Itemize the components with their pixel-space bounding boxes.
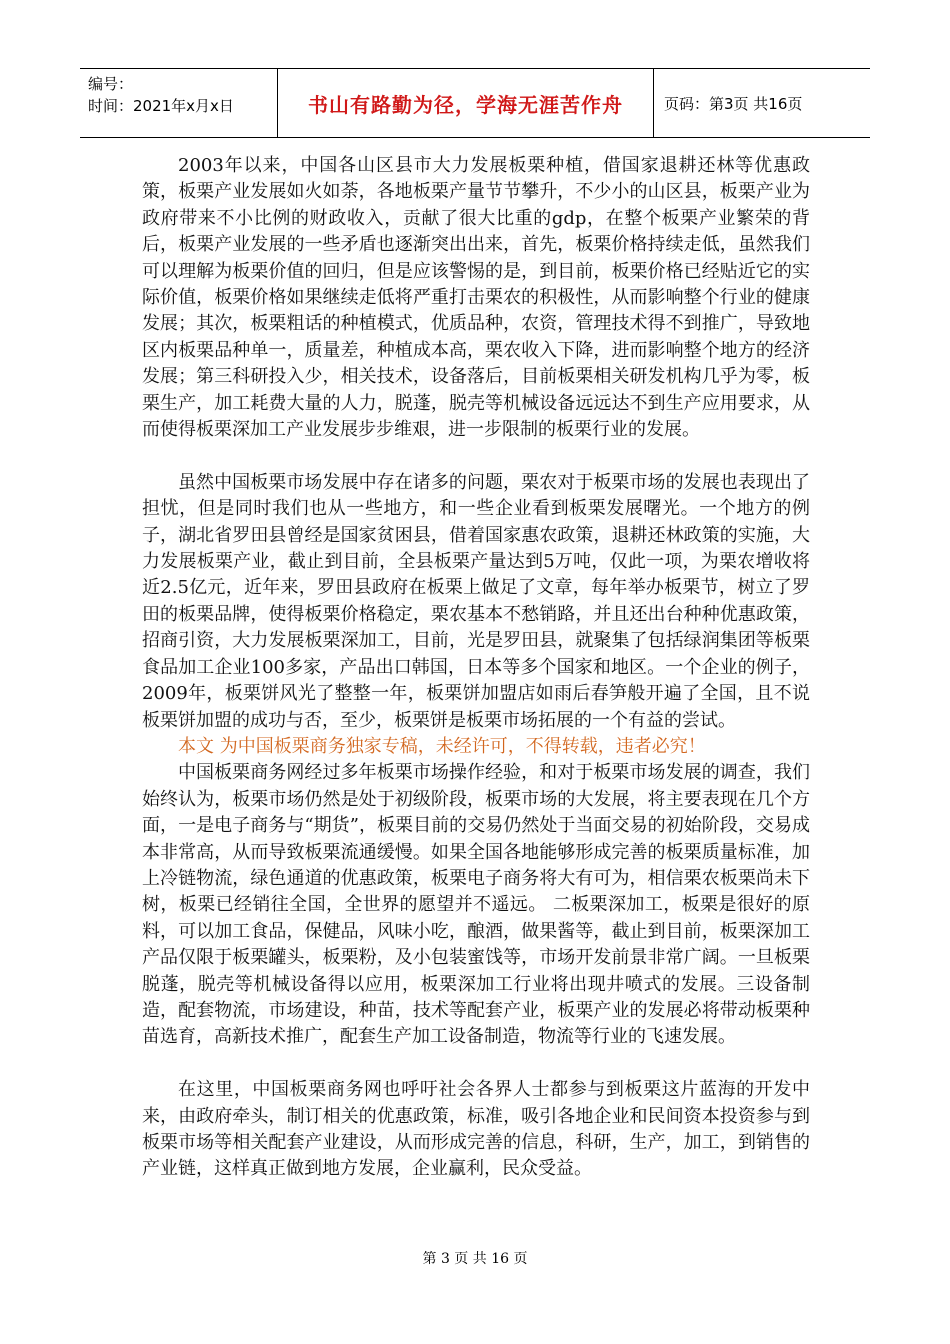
paragraph-3: 中国板栗商务网经过多年板栗市场操作经验，和对于板栗市场发展的调查，我们始终认为，板栗市场仍然是处于初级阶段，板栗市场的大发展，将主要表现在几个方面，一是电子商务与“期货”，板栗目前的交易仍然处于当面交易的初始阶段，交易成本非常高，从而导致板栗流通缓慢。如果全国各地能够形成完善的板栗质量标准，加上冷链物流，绿色通道的优惠政策，板栗电子商务将大有可为，相信栗农板栗尚未下树，板栗已经销往全国，全世界的愿望并不遥远。 二板栗深加工，板栗是很好的原料，可以加工食品，保健品，风味小吃，酿酒，做果酱等，截止到目前，板栗深加工产品仅限于板栗罐头，板栗粉，及小包装蜜饯等，市场开发前景非常广阔。一旦板栗脱蓬，脱壳等机械设备得以应用，板栗深加工行业将出现井喷式的发展。三设备制造，配套物流，市场建设，种苗，技术等配套产业，板栗产业的发展必将带动板栗种苗选育，高新技术推广，配套生产加工设备制造，物流等行业的飞速发展。: [142, 762, 810, 1048]
header-meta: [80, 69, 278, 137]
paragraph-1: 2003年以来，中国各山区县市大力发展板栗种植，借国家退耕还林等优惠政策，板栗产业发展如火如荼，各地板栗产量节节攀升，不少小的山区县，板栗产业为政府带来不小比例的财政收入，贡献了很大比重的gdp，在整个板栗产业繁荣的背后，板栗产业发展的一些矛盾也逐渐突出出来，首先，板栗价格持续走低，虽然我们可以理解为板栗价值的回归，但是应该警惕的是，到目前，板栗价格已经贴近它的实际价值，板栗价格如果继续走低将严重打击栗农的积极性，从而影响整个行业的健康发展；其次，板栗粗话的种植模式，优质品种，农资，管理技术得不到推广，导致地区内板栗品种单一，质量差，种植成本高，栗农收入下降，进而影响整个地方的经济发展；第三科研投入少，相关技术，设备落后，目前板栗相关研发机构几乎为零，板栗生产，加工耗费大量的人力，脱蓬，脱壳等机械设备远远达不到生产应用要求，从而使得板栗深加工产业发展步步维艰，进一步限制的板栗行业的发展。: [142, 155, 810, 441]
paragraph-gap: [142, 443, 810, 469]
paragraph-2: 虽然中国板栗市场发展中存在诸多的问题，栗农对于板栗市场的发展也表现出了担忧，但是同时我们也从一些地方，和一些企业看到板栗发展曙光。一个地方的例子，湖北省罗田县曾经是国家贫困县，借着国家惠农政策，退耕还林政策的实施，大力发展板栗产业，截止到目前，全县板栗产量达到5万吨，仅此一项，为栗农增收将近2.5亿元，近年来，罗田县政府在板栗上做足了文章，每年举办板栗节，树立了罗田的板栗品牌，使得板栗价格稳定，栗农基本不愁销路，并且还出台种种优惠政策，招商引资，大力发展板栗深加工，目前，光是罗田县，就聚集了包括绿润集团等板栗食品加工企业100多家，产品出口韩国，日本等多个国家和地区。一个企业的例子，2009年，板栗饼风光了整整一年，板栗饼加盟店如雨后春笋般开遍了全国，且不说板栗饼加盟的成功与否，至少，板栗饼是板栗市场拓展的一个有益的尝试。: [142, 471, 810, 731]
paragraph-4: 在这里，中国板栗商务网也呼吁社会各界人士都参与到板栗这片蓝海的开发中来，由政府牵头，制订相关的优惠政策，标准，吸引各地企业和民间资本投资参与到板栗市场等相关配套产业建设，从而形成完善的信息，科研，生产，加工，到销售的产业链，这样真正做到地方发展，企业赢利，民众受益。: [142, 1079, 810, 1180]
document-date: 时间：2021年x月x日: [88, 97, 234, 115]
header-motto: 书山有路勤为径，学海无涯苦作舟: [278, 69, 654, 137]
page-footer: 第 3 页 共 16 页: [422, 1251, 528, 1267]
header-page-info: 页码：第3页 共16页: [664, 94, 803, 113]
page-header: [80, 68, 870, 138]
copyright-notice: 本文 为中国板栗商务独家专稿，未经许可，不得转载，违者必究！: [178, 735, 706, 757]
document-body: [142, 153, 810, 1183]
paragraph-gap: [142, 1051, 810, 1077]
document-number-label: 编号：: [88, 75, 134, 93]
